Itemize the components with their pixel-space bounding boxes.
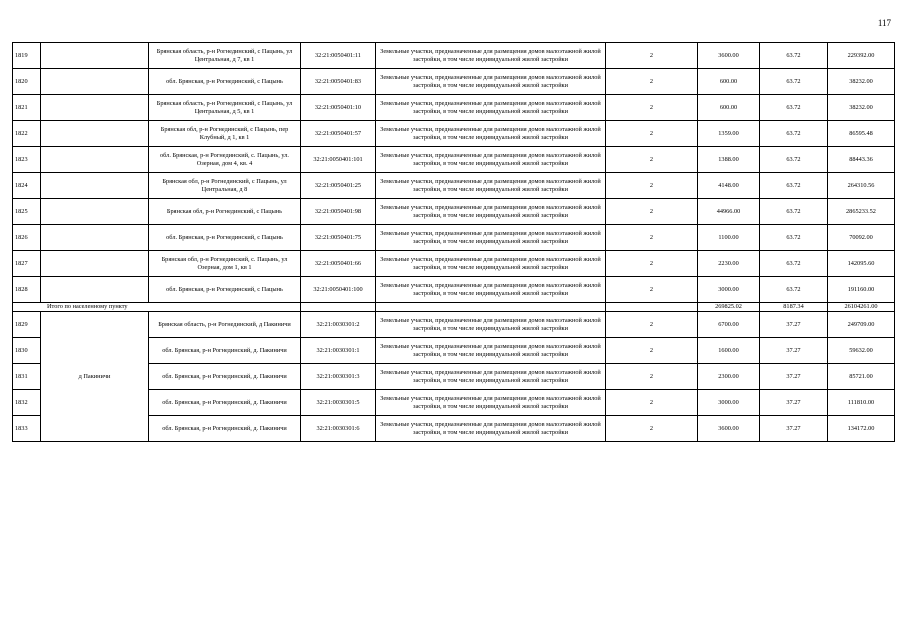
land-use-cell: Земельные участки, предназначенные для размещения домов малоэтажной жилой застройки, в том числе индивидуальной жилой застройки xyxy=(376,251,606,277)
cadastral-value-cell: 2865233.52 xyxy=(828,199,895,225)
table-row xyxy=(13,69,895,95)
category-cell: 2 xyxy=(606,69,698,95)
subtotal-cadastral-value: 26104261.00 xyxy=(828,303,895,312)
land-use-cell: Земельные участки, предназначенные для размещения домов малоэтажной жилой застройки, в том числе индивидуальной жилой застройки xyxy=(376,277,606,303)
category-cell: 2 xyxy=(606,277,698,303)
specific-value-cell: 37.27 xyxy=(760,364,828,390)
area-cell: 2300.00 xyxy=(698,364,760,390)
settlement-cell xyxy=(41,251,149,277)
specific-value-cell: 37.27 xyxy=(760,312,828,338)
land-use-cell: Земельные участки, предназначенные для размещения домов малоэтажной жилой застройки, в том числе индивидуальной жилой застройки xyxy=(376,225,606,251)
cadastral-number-cell: 32:21:0050401:11 xyxy=(301,43,376,69)
table-row xyxy=(13,312,895,338)
settlement-cell xyxy=(41,121,149,147)
category-cell: 2 xyxy=(606,390,698,416)
row-number: 1830 xyxy=(13,338,41,364)
address-cell: обл. Брянская, р-н Рогнединский, д. Пакиничи xyxy=(149,338,301,364)
cadastral-number-cell: 32:21:0030301:3 xyxy=(301,364,376,390)
row-number: 1825 xyxy=(13,199,41,225)
cadastral-number-cell: 32:21:0030301:2 xyxy=(301,312,376,338)
land-use-cell: Земельные участки, предназначенные для размещения домов малоэтажной жилой застройки, в том числе индивидуальной жилой застройки xyxy=(376,95,606,121)
address-cell: обл. Брянская, р-н Рогнединский, д. Пакиничи xyxy=(149,364,301,390)
cadastral-value-cell: 85721.00 xyxy=(828,364,895,390)
cadastral-number-cell: 32:21:0050401:66 xyxy=(301,251,376,277)
area-cell: 44966.00 xyxy=(698,199,760,225)
table-body xyxy=(13,43,895,442)
area-cell: 600.00 xyxy=(698,95,760,121)
address-cell: обл. Брянская, р-н Рогнединский, д. Пакиничи xyxy=(149,390,301,416)
settlement-cell xyxy=(41,43,149,69)
cadastral-number-cell: 32:21:0050401:25 xyxy=(301,173,376,199)
row-number: 1831 xyxy=(13,364,41,390)
address-cell: Брянская обл, р-н Рогнединский, с Пацынь, пер Клубный, д 1, кв 1 xyxy=(149,121,301,147)
area-cell: 4148.00 xyxy=(698,173,760,199)
table-row xyxy=(13,43,895,69)
category-cell: 2 xyxy=(606,121,698,147)
table-row xyxy=(13,277,895,303)
address-cell: Брянская обл, р-н Рогнединский, с. Пацынь, ул Озерная, дом 1, кв 1 xyxy=(149,251,301,277)
subtotal-empty xyxy=(376,303,606,312)
cadastral-number-cell: 32:21:0050401:75 xyxy=(301,225,376,251)
table-row xyxy=(13,199,895,225)
category-cell: 2 xyxy=(606,364,698,390)
cadastral-number-cell: 32:21:0050401:57 xyxy=(301,121,376,147)
cadastral-value-cell: 249709.00 xyxy=(828,312,895,338)
category-cell: 2 xyxy=(606,95,698,121)
category-cell: 2 xyxy=(606,312,698,338)
row-number: 1826 xyxy=(13,225,41,251)
table-row xyxy=(13,121,895,147)
specific-value-cell: 63.72 xyxy=(760,95,828,121)
land-use-cell: Земельные участки, предназначенные для размещения домов малоэтажной жилой застройки, в том числе индивидуальной жилой застройки xyxy=(376,338,606,364)
cadastral-value-cell: 191160.00 xyxy=(828,277,895,303)
cadastral-number-cell: 32:21:0030301:5 xyxy=(301,390,376,416)
settlement-cell xyxy=(41,199,149,225)
cadastral-number-cell: 32:21:0030301:6 xyxy=(301,416,376,442)
subtotal-label: Итого по населенному пункту xyxy=(13,303,301,312)
cadastral-value-table xyxy=(12,42,895,442)
table-row xyxy=(13,225,895,251)
area-cell: 600.00 xyxy=(698,69,760,95)
area-cell: 3600.00 xyxy=(698,43,760,69)
cadastral-number-cell: 32:21:0050401:83 xyxy=(301,69,376,95)
row-number: 1828 xyxy=(13,277,41,303)
specific-value-cell: 63.72 xyxy=(760,277,828,303)
specific-value-cell: 63.72 xyxy=(760,69,828,95)
address-cell: Брянская область, р-н Рогнединский, с Пацынь, ул Центральная, д 7, кв 1 xyxy=(149,43,301,69)
settlement-cell xyxy=(41,95,149,121)
cadastral-value-cell: 111810.00 xyxy=(828,390,895,416)
land-use-cell: Земельные участки, предназначенные для размещения домов малоэтажной жилой застройки, в том числе индивидуальной жилой застройки xyxy=(376,312,606,338)
specific-value-cell: 37.27 xyxy=(760,338,828,364)
settlement-cell xyxy=(41,173,149,199)
address-cell: Брянская область, р-н Рогнединский, с Пацынь, ул Центральная, д 5, кв 1 xyxy=(149,95,301,121)
row-number: 1827 xyxy=(13,251,41,277)
subtotal-specific-value: 8187.34 xyxy=(760,303,828,312)
category-cell: 2 xyxy=(606,225,698,251)
row-number: 1833 xyxy=(13,416,41,442)
cadastral-number-cell: 32:21:0050401:98 xyxy=(301,199,376,225)
settlement-cell xyxy=(41,277,149,303)
category-cell: 2 xyxy=(606,147,698,173)
specific-value-cell: 63.72 xyxy=(760,251,828,277)
row-number: 1819 xyxy=(13,43,41,69)
category-cell: 2 xyxy=(606,173,698,199)
area-cell: 3000.00 xyxy=(698,390,760,416)
area-cell: 1100.00 xyxy=(698,225,760,251)
area-cell: 2230.00 xyxy=(698,251,760,277)
area-cell: 6700.00 xyxy=(698,312,760,338)
land-use-cell: Земельные участки, предназначенные для размещения домов малоэтажной жилой застройки, в том числе индивидуальной жилой застройки xyxy=(376,69,606,95)
subtotal-area: 269825.02 xyxy=(698,303,760,312)
specific-value-cell: 63.72 xyxy=(760,199,828,225)
cadastral-value-cell: 38232.00 xyxy=(828,69,895,95)
specific-value-cell: 63.72 xyxy=(760,43,828,69)
area-cell: 1600.00 xyxy=(698,338,760,364)
cadastral-value-cell: 142095.60 xyxy=(828,251,895,277)
land-use-cell: Земельные участки, предназначенные для размещения домов малоэтажной жилой застройки, в том числе индивидуальной жилой застройки xyxy=(376,199,606,225)
cadastral-value-cell: 134172.00 xyxy=(828,416,895,442)
row-number: 1822 xyxy=(13,121,41,147)
area-cell: 1359.00 xyxy=(698,121,760,147)
specific-value-cell: 63.72 xyxy=(760,147,828,173)
subtotal-empty xyxy=(606,303,698,312)
row-number: 1824 xyxy=(13,173,41,199)
area-cell: 3000.00 xyxy=(698,277,760,303)
category-cell: 2 xyxy=(606,43,698,69)
land-use-cell: Земельные участки, предназначенные для размещения домов малоэтажной жилой застройки, в том числе индивидуальной жилой застройки xyxy=(376,390,606,416)
address-cell: обл. Брянская, р-н Рогнединский, с Пацынь xyxy=(149,69,301,95)
cadastral-value-cell: 59632.00 xyxy=(828,338,895,364)
address-cell: Брянская обл, р-н Рогнединский, с Пацынь, ул Центральная, д 8 xyxy=(149,173,301,199)
land-use-cell: Земельные участки, предназначенные для размещения домов малоэтажной жилой застройки, в том числе индивидуальной жилой застройки xyxy=(376,147,606,173)
land-use-cell: Земельные участки, предназначенные для размещения домов малоэтажной жилой застройки, в том числе индивидуальной жилой застройки xyxy=(376,121,606,147)
page-number: 117 xyxy=(877,18,891,28)
category-cell: 2 xyxy=(606,199,698,225)
cadastral-value-cell: 70092.00 xyxy=(828,225,895,251)
land-use-cell: Земельные участки, предназначенные для размещения домов малоэтажной жилой застройки, в том числе индивидуальной жилой застройки xyxy=(376,416,606,442)
subtotal-empty xyxy=(301,303,376,312)
settlement-cell: д Пакиничи xyxy=(41,312,149,442)
address-cell: обл. Брянская, р-н Рогнединский, с Пацынь xyxy=(149,225,301,251)
row-number: 1829 xyxy=(13,312,41,338)
cadastral-value-cell: 38232.00 xyxy=(828,95,895,121)
specific-value-cell: 63.72 xyxy=(760,225,828,251)
category-cell: 2 xyxy=(606,338,698,364)
table-row xyxy=(13,147,895,173)
land-use-cell: Земельные участки, предназначенные для размещения домов малоэтажной жилой застройки, в том числе индивидуальной жилой застройки xyxy=(376,43,606,69)
table-row xyxy=(13,95,895,121)
cadastral-value-cell: 88443.36 xyxy=(828,147,895,173)
area-cell: 1388.00 xyxy=(698,147,760,173)
land-use-cell: Земельные участки, предназначенные для размещения домов малоэтажной жилой застройки, в том числе индивидуальной жилой застройки xyxy=(376,364,606,390)
table-row xyxy=(13,251,895,277)
address-cell: обл. Брянская, р-н Рогнединский, с. Пацынь, ул. Озерная, дом 4, кв. 4 xyxy=(149,147,301,173)
specific-value-cell: 37.27 xyxy=(760,416,828,442)
settlement-cell xyxy=(41,147,149,173)
address-cell: Брянская обл, р-н Рогнединский, с Пацынь xyxy=(149,199,301,225)
area-cell: 3600.00 xyxy=(698,416,760,442)
specific-value-cell: 37.27 xyxy=(760,390,828,416)
address-cell: обл. Брянская, р-н Рогнединский, д. Пакиничи xyxy=(149,416,301,442)
cadastral-value-cell: 264310.56 xyxy=(828,173,895,199)
cadastral-value-cell: 86595.48 xyxy=(828,121,895,147)
cadastral-number-cell: 32:21:0050401:101 xyxy=(301,147,376,173)
address-cell: Брянская область, р-н Рогнединский, д Пакиничи xyxy=(149,312,301,338)
specific-value-cell: 63.72 xyxy=(760,121,828,147)
subtotal-row xyxy=(13,303,895,312)
row-number: 1821 xyxy=(13,95,41,121)
row-number: 1823 xyxy=(13,147,41,173)
specific-value-cell: 63.72 xyxy=(760,173,828,199)
cadastral-value-cell: 229392.00 xyxy=(828,43,895,69)
land-use-cell: Земельные участки, предназначенные для размещения домов малоэтажной жилой застройки, в том числе индивидуальной жилой застройки xyxy=(376,173,606,199)
row-number: 1820 xyxy=(13,69,41,95)
category-cell: 2 xyxy=(606,416,698,442)
row-number: 1832 xyxy=(13,390,41,416)
cadastral-number-cell: 32:21:0050401:10 xyxy=(301,95,376,121)
category-cell: 2 xyxy=(606,251,698,277)
address-cell: обл. Брянская, р-н Рогнединский, с Пацынь xyxy=(149,277,301,303)
settlement-cell xyxy=(41,69,149,95)
cadastral-number-cell: 32:21:0030301:1 xyxy=(301,338,376,364)
settlement-cell xyxy=(41,225,149,251)
cadastral-number-cell: 32:21:0050401:100 xyxy=(301,277,376,303)
table-row xyxy=(13,173,895,199)
